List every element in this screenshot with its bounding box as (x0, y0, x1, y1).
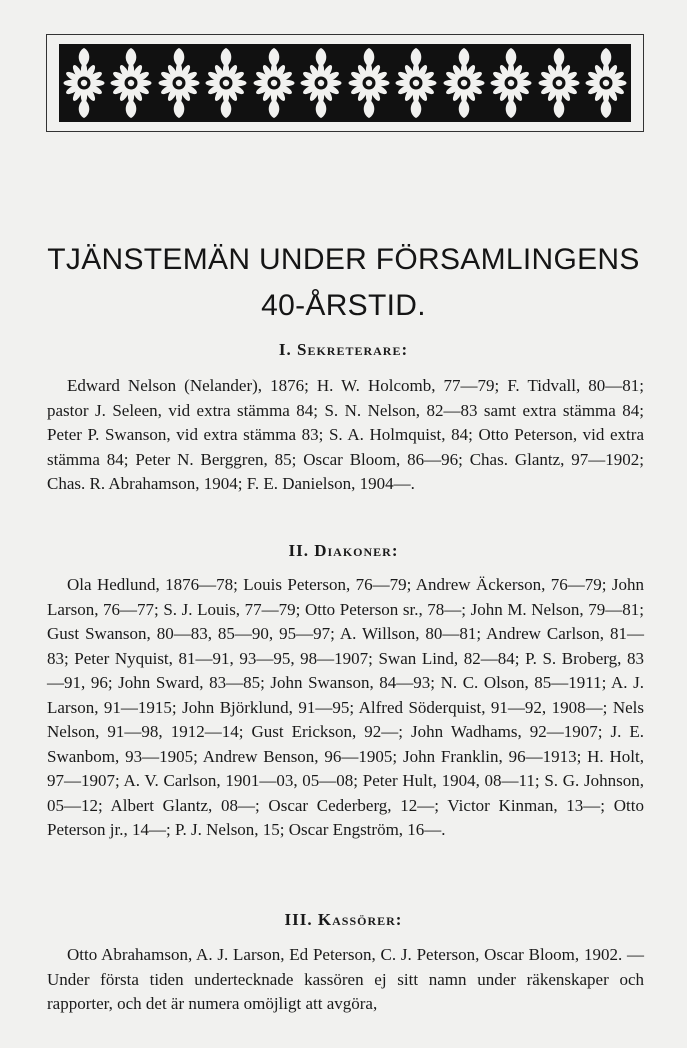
section-text-diakoner: Ola Hedlund, 1876—78; Louis Peterson, 76—79; Andrew Äckerson, 76—79; John Larson, 76—77; S. J. Louis, 77—79; Otto Peterson sr., 78—; John M. Nelson, 79—81; Gust Swanson, 80—83, 85—90, 95—97; A. Willson, 80—81; Andrew Carlson, 81—83; Peter Nyquist, 81—91, 93—95, 98—1907; Swan Lind, 82—84; P. S. Broberg, 83—91, 96; John Sward, 83—85; John Swanson, 84—93; N. C. Olson, 85—1911; A. J. Larson, 91—1915; John Björklund, 91—95; Alfred Söderquist, 91—92, 1908—; Nels Nelson, 91—98, 1912—14; Gust Erickson, 92—; John Wadhams, 92—1907; J. E. Swanbom, 93—1905; Andrew Benson, 96—1905; John Franklin, 96—1913; H. Holt, 97—1907; A. V. Carlson, 1901—03, 05—08; Peter Hult, 1904, 08—11; S. G. Johnson, 05—12; Albert Glantz, 08—; Oscar Cederberg, 12—; Victor Kinman, 13—; Otto Peterson jr., 14—; P. J. Nelson, 15; Oscar Engström, 16—. (47, 575, 644, 839)
section-heading-diakoner: II. Diakoner: (288, 541, 399, 560)
decorative-border-frame (46, 34, 644, 132)
floral-rosette-icon (108, 47, 154, 119)
floral-rosette-icon (251, 47, 297, 119)
floral-rosette-icon (583, 47, 629, 119)
floral-rosette-icon (346, 47, 392, 119)
floral-rosette-icon (298, 47, 344, 119)
floral-ornament-band (59, 44, 631, 122)
floral-rosette-icon (393, 47, 439, 119)
floral-rosette-icon (536, 47, 582, 119)
floral-rosette-icon (488, 47, 534, 119)
page-title-line-1: TJÄNSTEMÄN UNDER FÖRSAMLINGENS (47, 243, 640, 276)
floral-rosette-icon (61, 47, 107, 119)
page-title-line-2: 40-ÅRSTID. (261, 289, 426, 322)
floral-rosette-icon (441, 47, 487, 119)
section-text-kassorer: Otto Abrahamson, A. J. Larson, Ed Peterson, C. J. Peterson, Oscar Bloom, 1902. — Under första tiden undertecknade kassören ej sitt namn under räkenskaper och rapporter, och det är numera omöjligt att avgöra, (47, 945, 644, 1013)
section-text-sekreterare: Edward Nelson (Nelander), 1876; H. W. Holcomb, 77—79; F. Tidvall, 80—81; pastor J. Seleen, vid extra stämma 84; S. N. Nelson, 82—83 samt extra stämma 84; Peter P. Swanson, vid extra stämma 83; S. A. Holmquist, 84; Otto Peterson, vid extra stämma 84; Peter N. Berggren, 85; Oscar Bloom, 86—96; Chas. Glantz, 97—1902; Chas. R. Abrahamson, 1904; F. E. Danielson, 1904—. (47, 376, 644, 493)
floral-rosette-icon (203, 47, 249, 119)
section-heading-kassorer: III. Kassörer: (284, 910, 403, 929)
floral-rosette-icon (156, 47, 202, 119)
section-heading-sekreterare: I. Sekreterare: (278, 340, 409, 359)
